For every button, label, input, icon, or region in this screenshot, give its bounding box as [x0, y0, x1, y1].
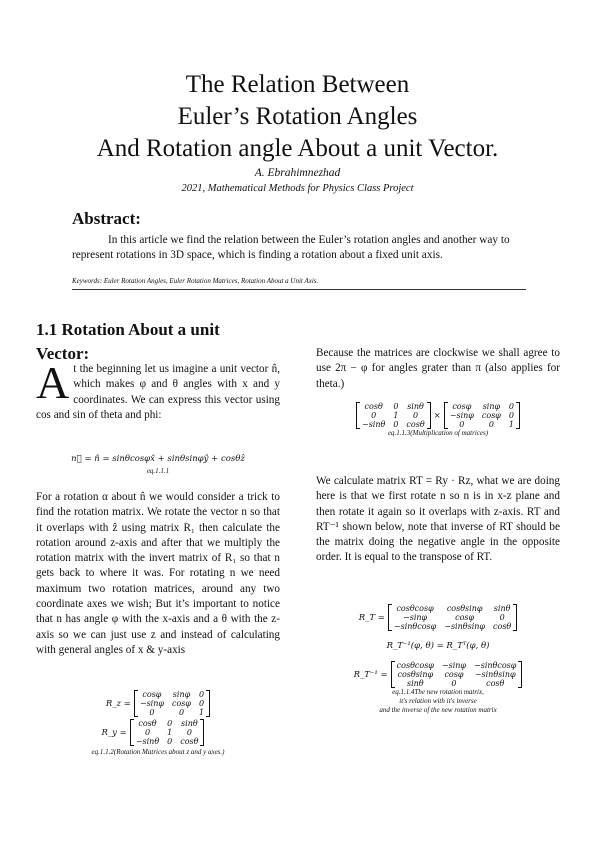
product-matrix-right-cell: 1	[508, 420, 514, 429]
rt-inverse-matrix-cell: −sinθsinφ	[474, 670, 516, 679]
ry-matrix-row	[132, 719, 203, 728]
matrix-product-row	[316, 402, 560, 429]
intro-paragraph-text: t the beginning let us imagine a unit vector n̂, which makes φ and θ angles with x and y coordinates. We can express this vector using cos and sin of theta and phi:	[36, 363, 280, 421]
rt-matrix-cell: 0	[499, 613, 505, 622]
paper-title-line-2: Euler’s Rotation Angles	[177, 103, 418, 130]
rz-matrix-cell: 0	[199, 699, 205, 708]
rz-matrix-cell: −sinφ	[139, 699, 164, 708]
keywords: Keywords: Euler Rotation Angles, Euler Rotation Matrices, Rotation About a Unit Axis.	[72, 277, 319, 285]
rt-label: R_T =	[358, 612, 385, 623]
rt-matrix-row	[390, 622, 515, 631]
equation-2-label: eq.1.1.2(Rotation Matrices about z and y axes.)	[91, 748, 225, 756]
ry-matrix-cell: 0	[167, 737, 173, 746]
product-matrix-left-cell: 0	[412, 411, 419, 420]
rt-matrix-cell: cosθ	[493, 622, 512, 631]
product-matrix-left-cell: sinθ	[407, 402, 424, 411]
product-matrix-right	[446, 402, 518, 429]
product-matrix-right-cell: −sinφ	[449, 411, 474, 420]
rz-matrix-cell: cosφ	[142, 690, 162, 699]
product-matrix-left-cell: 1	[393, 411, 399, 420]
rz-matrix-cell: 0	[149, 708, 155, 717]
intro-paragraph	[36, 357, 280, 423]
product-matrix-right-row	[446, 420, 518, 429]
matrix-product	[316, 402, 560, 437]
product-matrix-right-row	[446, 402, 518, 411]
rotation-paragraph: For a rotation α about n̂ we would consider a trick to find the rotation matrix. We rotate the vector n so that it overlaps with ẑ using matrix R₁ then calculate the rotation around z-axis and after that we multiply the rotation matrix with the invert matrix of R₁ so that n gets back to where it was. For rotating n we need maximum two rotation matrices, around any two coordinate axes we wish; But it’s important to notice that n has angle φ with the x-axis and a θ with the z-axis so we can just use z and instead of calculating with general angles of x & y-axis	[36, 491, 280, 656]
rz-matrix	[136, 690, 208, 717]
ry-matrix-cell: cosθ	[138, 719, 157, 728]
section-title: 1.1 Rotation About a unit Vector:	[36, 320, 220, 363]
equation-4-label-line-2: it's relation with it's inverse	[399, 697, 477, 705]
product-matrix-right-cell: cosφ	[481, 411, 501, 420]
product-matrix-right-cell: 0	[459, 420, 465, 429]
rt-inverse-matrix-cell: cosθcosφ	[396, 661, 434, 670]
rz-matrix-cell: cosφ	[171, 699, 191, 708]
rt-matrix-cell: cosφ	[455, 613, 475, 622]
product-matrix-right-cell: 0	[488, 420, 494, 429]
clockwise-paragraph: Because the matrices are clockwise we shall agree to use 2π − φ for angles grater than π (also applies for theta.)	[316, 347, 560, 390]
rt-inverse-matrix-cell: cosφ	[444, 670, 464, 679]
rt-inverse-matrix-cell: cosθ	[486, 679, 505, 688]
ry-matrix-cell: −sinθ	[135, 737, 160, 746]
abstract-heading: Abstract:	[72, 209, 141, 228]
rt-inverse-label: R_T⁻¹ =	[353, 669, 388, 680]
rz-matrix-cell: 0	[199, 690, 205, 699]
product-matrix-right-cell: cosφ	[452, 402, 472, 411]
rt-matrix-row	[316, 604, 560, 631]
ry-matrix-row	[132, 728, 203, 737]
paper-title-line-3: And Rotation angle About a unit Vector.	[96, 135, 499, 162]
product-matrix-left-cell: 0	[371, 411, 377, 420]
product-matrix-left-row	[358, 411, 429, 420]
rt-inverse-matrix-cell: −sinφ	[441, 661, 467, 670]
product-matrix-left-cell: 0	[393, 420, 399, 429]
rt-matrix-row	[390, 613, 515, 622]
equation-4-label-line-3: and the inverse of the new rotation matrix	[379, 706, 497, 714]
rz-matrix-cell: 1	[199, 708, 205, 717]
product-matrix-right-cell: 0	[508, 402, 514, 411]
rt-matrix-row	[390, 604, 515, 613]
product-matrix-left-cell: −sinθ	[361, 420, 386, 429]
product-matrix-left-row	[358, 402, 429, 411]
left-column	[36, 357, 280, 423]
rz-matrix-cell: sinφ	[172, 690, 191, 699]
product-matrix-left	[358, 402, 429, 429]
rt-inverse-matrix-row	[393, 679, 521, 688]
product-matrix-left-cell: cosθ	[364, 402, 383, 411]
product-matrix-left-cell: cosθ	[406, 420, 425, 429]
rt-matrix	[390, 604, 515, 631]
rz-matrix-row	[136, 699, 208, 708]
ry-matrix	[132, 719, 203, 746]
equation-1: n⃗ = n̂ = sinθcosφx̂ + sinθsinφŷ + cosθẑ	[71, 454, 245, 464]
abstract-text: In this article we find the relation between the Euler’s rotation angles and another way to represent rotations in 3D space, which is finding a rotation about a fixed unit axis.	[72, 234, 510, 261]
ry-matrix-cell: 0	[167, 719, 173, 728]
ry-label: R_y =	[101, 727, 127, 738]
abstract-divider	[72, 289, 526, 290]
rz-matrix-row	[36, 690, 280, 717]
rt-inverse-matrix-cell: 0	[451, 679, 457, 688]
rz-matrix-row	[136, 690, 208, 699]
rt-inverse-matrix-row	[393, 661, 521, 670]
rt-inverse-matrix-cell: sinθ	[406, 679, 424, 688]
rt-matrix-cell: sinθ	[493, 604, 511, 613]
ry-matrix-cell: 0	[186, 728, 192, 737]
rt-matrix-cell: −sinφ	[403, 613, 428, 622]
inverse-transpose-equation: R_T⁻¹(φ, θ) = R_Tᵀ(φ, θ)	[386, 641, 490, 651]
rt-inverse-matrix-cell: cosθsinφ	[397, 670, 434, 679]
ry-matrix-cell: 1	[167, 728, 173, 737]
rt-matrix-cell: cosθsinφ	[446, 604, 483, 613]
rt-inverse-matrix-row	[393, 670, 521, 679]
product-matrix-left-row	[358, 420, 429, 429]
affiliation: 2021, Mathematical Methods for Physics Class Project	[181, 183, 414, 194]
rt-matrix-cell: −sinθsinφ	[444, 622, 486, 631]
equation-1-label: eq.1.1.1	[146, 467, 170, 475]
rt-inverse-matrix	[393, 661, 521, 688]
product-matrix-right-row	[446, 411, 518, 420]
ry-matrix-row	[36, 719, 270, 746]
equation-3-label: eq.1.1.3(Multiplication of matrices)	[387, 429, 489, 437]
rt-matrices	[316, 604, 560, 715]
ry-matrix-cell: 0	[144, 728, 151, 737]
drop-cap: A	[36, 357, 70, 408]
times-sign: ×	[433, 410, 441, 421]
author: A. Ebrahimnezhad	[254, 167, 341, 179]
rt-matrix-cell: −sinθcosφ	[393, 622, 437, 631]
rz-matrix-cell: 0	[178, 708, 185, 717]
ry-matrix-cell: cosθ	[180, 737, 199, 746]
rt-inverse-matrix-cell: −sinθcosφ	[474, 661, 517, 670]
product-matrix-right-cell: 0	[508, 411, 514, 420]
equation-4-label-line-1: eq.1.1.4The new rotation matrix,	[392, 688, 484, 696]
rz-label: R_z =	[105, 698, 131, 709]
product-matrix-left-cell: 0	[393, 402, 399, 411]
rt-matrix-cell: cosθcosφ	[396, 604, 434, 613]
paper-title-line-1: The Relation Between	[185, 71, 410, 98]
ry-matrix-cell: sinθ	[181, 719, 198, 728]
rt-paragraph: We calculate matrix RT = Ry · Rz, what we are doing here is that we first rotate n so n is in x-z plane and then rotate it again so it overlaps with z-axis. RT and RT⁻¹ shown below, note that inverse of RT should be the matrix doing the negative angle in the opposite order. It is equal to the transpose of RT.	[316, 475, 560, 564]
ry-matrix-row	[132, 737, 203, 746]
product-matrix-right-cell: sinφ	[482, 402, 501, 411]
rz-matrix-row	[136, 708, 208, 717]
rotation-matrices-zy	[36, 690, 280, 756]
rt-inverse-matrix-row	[316, 661, 560, 688]
